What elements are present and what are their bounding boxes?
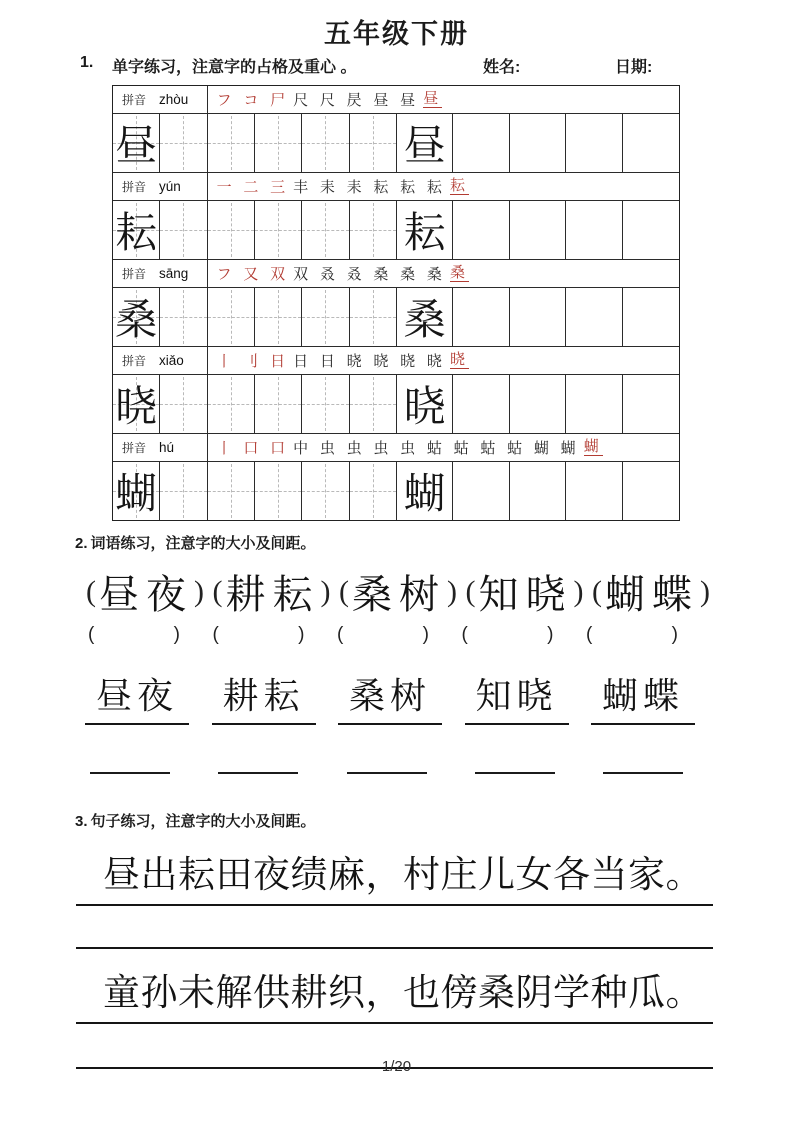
underlined-words-row xyxy=(85,668,695,725)
character-block xyxy=(113,260,679,347)
guide-cross-icon xyxy=(160,143,206,144)
practice-cell xyxy=(453,114,509,172)
practice-row xyxy=(113,375,679,434)
stroke-steps-start: 一 二 三 xyxy=(216,180,290,196)
model-character: 昼 xyxy=(115,124,158,170)
practice-cell xyxy=(397,462,453,520)
blank-parens xyxy=(213,624,305,646)
model-character: 晓 xyxy=(115,385,158,431)
blank-parens xyxy=(462,624,554,646)
paren-close: ) xyxy=(320,574,331,608)
practice-cell xyxy=(566,375,622,433)
practice-cell xyxy=(255,201,302,259)
blank-underline xyxy=(218,771,298,774)
guide-cross-icon xyxy=(160,317,206,318)
paren-close: ) xyxy=(194,574,204,608)
practice-cell xyxy=(113,201,160,259)
guide-cross-icon xyxy=(350,404,396,405)
stroke-steps-start: 丨 口 口 xyxy=(216,441,290,457)
sentence-line: 昼出耘田夜绩麻，村庄儿女各当家。 xyxy=(76,831,713,906)
practice-cell xyxy=(566,288,622,346)
blank-underline xyxy=(475,771,555,774)
section3-number: 3. xyxy=(75,813,88,830)
practice-cell xyxy=(623,201,679,259)
section2-heading-row xyxy=(75,532,793,553)
pinyin-label: 拼音 xyxy=(122,441,147,455)
pinyin-row xyxy=(113,434,679,462)
practice-row xyxy=(113,201,679,260)
practice-cell xyxy=(453,201,509,259)
practice-cell xyxy=(453,375,509,433)
paren-open: ( xyxy=(86,574,96,608)
practice-cell xyxy=(160,288,207,346)
stroke-steps-middle: 日 日 晓 晓 晓 晓 xyxy=(293,354,446,370)
guide-cross-icon xyxy=(302,491,348,492)
practice-cell xyxy=(623,288,679,346)
practice-cell xyxy=(510,114,566,172)
practice-cell xyxy=(255,375,302,433)
guide-cross-icon xyxy=(302,317,348,318)
practice-cell xyxy=(350,201,397,259)
practice-cell xyxy=(350,288,397,346)
model-character: 桑 xyxy=(403,298,446,344)
section3-heading-row xyxy=(75,810,793,831)
pinyin-label-cell xyxy=(113,260,208,287)
section2 xyxy=(0,532,793,774)
model-character: 耘 xyxy=(115,211,158,257)
sentence-line: 童孙未解供耕织，也傍桑阴学种瓜。 xyxy=(76,949,713,1024)
guide-cross-icon xyxy=(350,317,396,318)
pinyin-row xyxy=(113,347,679,375)
word-text: 桑树 xyxy=(352,572,446,617)
stroke-steps-middle: 双 叒 叒 桑 桑 桑 xyxy=(293,267,446,283)
stroke-steps-final: 昼 xyxy=(423,90,443,107)
practice-cell xyxy=(160,114,207,172)
word-text: 耕耘 xyxy=(225,572,320,617)
word-underlined: 耕耘 xyxy=(212,668,316,725)
pinyin-label: 拼音 xyxy=(122,354,147,368)
blank-parens xyxy=(337,624,429,646)
paren-open: ( xyxy=(586,624,593,645)
practice-cell xyxy=(623,375,679,433)
pinyin-value: xiǎo xyxy=(159,353,184,368)
practice-cell xyxy=(113,288,160,346)
stroke-steps-start: 丨 刂 日 xyxy=(216,354,290,370)
paren-open: ( xyxy=(212,574,223,608)
word-item xyxy=(591,563,711,620)
practice-cell xyxy=(510,288,566,346)
guide-cross-icon xyxy=(255,491,301,492)
word-item xyxy=(338,563,458,620)
guide-cross-icon xyxy=(302,230,348,231)
model-character: 昼 xyxy=(403,124,446,170)
pinyin-label-cell xyxy=(113,86,208,113)
pinyin-value: hú xyxy=(159,440,175,455)
paren-open: ( xyxy=(465,574,476,608)
practice-cell xyxy=(566,462,622,520)
guide-cross-icon xyxy=(302,404,348,405)
section1-heading: 单字练习，注意字的占格及重心 。 xyxy=(112,59,357,76)
practice-cell xyxy=(453,462,509,520)
guide-cross-icon xyxy=(255,404,301,405)
paren-close: ) xyxy=(298,624,305,645)
pinyin-label-cell xyxy=(113,347,208,374)
practice-cell xyxy=(208,201,255,259)
guide-cross-icon xyxy=(160,491,206,492)
word-underlined: 知晓 xyxy=(465,668,569,725)
paren-close: ) xyxy=(422,624,429,645)
practice-cell xyxy=(208,114,255,172)
guide-cross-icon xyxy=(208,404,254,405)
page-number: 1/20 xyxy=(381,1058,412,1075)
guide-cross-icon xyxy=(255,143,301,144)
section1-number: 1. xyxy=(80,54,94,71)
practice-cell xyxy=(397,114,453,172)
blank-sentence-line xyxy=(76,906,713,949)
model-character: 蝴 xyxy=(403,472,446,518)
stroke-steps-final: 晓 xyxy=(449,351,469,368)
paren-close: ) xyxy=(447,574,457,608)
section3 xyxy=(0,810,793,1069)
practice-cell xyxy=(160,375,207,433)
practice-cell xyxy=(566,114,622,172)
blank-parens xyxy=(88,624,180,646)
practice-cell xyxy=(566,201,622,259)
practice-cell xyxy=(113,462,160,520)
practice-cell xyxy=(208,375,255,433)
practice-cell xyxy=(302,462,349,520)
paren-open: ( xyxy=(592,574,602,608)
paren-close: ) xyxy=(700,574,710,608)
practice-cell xyxy=(397,288,453,346)
pinyin-row xyxy=(113,260,679,288)
guide-cross-icon xyxy=(160,230,206,231)
pinyin-row xyxy=(113,173,679,201)
practice-cell xyxy=(255,288,302,346)
practice-cell xyxy=(255,462,302,520)
practice-cell xyxy=(113,375,160,433)
paren-open: ( xyxy=(339,574,349,608)
model-character: 晓 xyxy=(403,385,446,431)
pinyin-label: 拼音 xyxy=(122,180,147,194)
practice-cell xyxy=(255,114,302,172)
guide-cross-icon xyxy=(208,491,254,492)
practice-cell xyxy=(160,462,207,520)
stroke-steps-final: 耘 xyxy=(449,177,469,194)
practice-cell xyxy=(302,288,349,346)
stroke-sequence xyxy=(208,260,679,287)
practice-cell xyxy=(350,462,397,520)
paren-open: ( xyxy=(461,624,468,645)
practice-cell xyxy=(350,375,397,433)
pinyin-label: 拼音 xyxy=(122,267,147,281)
practice-cell xyxy=(397,201,453,259)
character-block xyxy=(113,86,679,173)
practice-cell xyxy=(510,375,566,433)
blank-underline xyxy=(347,771,427,774)
model-character: 桑 xyxy=(115,298,158,344)
model-character: 蝴 xyxy=(115,472,158,518)
paren-open: ( xyxy=(212,624,219,645)
char-table xyxy=(112,85,680,521)
character-block xyxy=(113,347,679,434)
pinyin-label-cell xyxy=(113,173,208,200)
pinyin-value: zhòu xyxy=(159,92,189,107)
practice-cell xyxy=(302,375,349,433)
paren-close: ) xyxy=(173,624,180,645)
blank-parens-row xyxy=(88,624,678,646)
paren-close: ) xyxy=(547,624,554,645)
section2-number: 2. xyxy=(75,535,88,552)
word-text: 蝴蝶 xyxy=(605,572,699,617)
guide-cross-icon xyxy=(350,491,396,492)
stroke-steps-start: フ 又 双 xyxy=(216,267,290,283)
paren-close: ) xyxy=(671,624,678,645)
pinyin-label: 拼音 xyxy=(122,93,147,107)
practice-cell xyxy=(510,201,566,259)
practice-row xyxy=(113,114,679,173)
guide-cross-icon xyxy=(208,317,254,318)
practice-cell xyxy=(623,114,679,172)
practice-cell xyxy=(397,375,453,433)
stroke-sequence xyxy=(208,173,679,200)
stroke-steps-middle: 丰 耒 耒 耘 耘 耘 xyxy=(293,180,446,196)
practice-row xyxy=(113,462,679,520)
practice-row xyxy=(113,288,679,347)
stroke-steps-final: 桑 xyxy=(449,264,469,281)
character-block xyxy=(113,434,679,520)
stroke-steps-middle: 尺 尺 昃 昼 昼 xyxy=(293,93,420,109)
practice-cell xyxy=(302,201,349,259)
paren-close: ) xyxy=(573,574,584,608)
guide-cross-icon xyxy=(208,230,254,231)
stroke-sequence xyxy=(208,86,679,113)
model-character: 耘 xyxy=(403,211,446,257)
section2-heading: 词语练习，注意字的大小及间距。 xyxy=(90,535,316,552)
word-item xyxy=(212,563,332,620)
character-block xyxy=(113,173,679,260)
word-underlined: 昼夜 xyxy=(85,668,189,725)
blank-parens xyxy=(586,624,678,646)
guide-cross-icon xyxy=(302,143,348,144)
practice-cell xyxy=(350,114,397,172)
blank-underline xyxy=(603,771,683,774)
practice-cell xyxy=(208,462,255,520)
practice-cell xyxy=(623,462,679,520)
guide-cross-icon xyxy=(160,404,206,405)
practice-cell xyxy=(160,201,207,259)
guide-cross-icon xyxy=(350,230,396,231)
page-title: 五年级下册 xyxy=(324,19,469,49)
practice-cell xyxy=(510,462,566,520)
word-text: 昼夜 xyxy=(99,572,193,617)
stroke-steps-final: 蝴 xyxy=(583,438,603,455)
stroke-sequence xyxy=(208,434,679,461)
word-underlined: 桑树 xyxy=(338,668,442,725)
pinyin-label-cell xyxy=(113,434,208,461)
practice-cell xyxy=(113,114,160,172)
word-underlined: 蝴蝶 xyxy=(591,668,695,725)
word-item xyxy=(465,563,585,620)
stroke-sequence xyxy=(208,347,679,374)
guide-cross-icon xyxy=(350,143,396,144)
guide-cross-icon xyxy=(208,143,254,144)
word-text: 知晓 xyxy=(478,572,573,617)
stroke-steps-start: フ コ 尸 xyxy=(216,93,290,109)
pinyin-row xyxy=(113,86,679,114)
pinyin-value: sāng xyxy=(159,266,189,281)
practice-cell xyxy=(453,288,509,346)
name-label: 姓名: xyxy=(483,59,521,76)
paren-open: ( xyxy=(88,624,95,645)
blank-underline xyxy=(90,771,170,774)
section3-heading: 句子练习，注意字的大小及间距。 xyxy=(90,813,316,830)
pinyin-value: yún xyxy=(159,179,181,194)
practice-cell xyxy=(302,114,349,172)
date-label: 日期: xyxy=(615,59,653,76)
guide-cross-icon xyxy=(255,230,301,231)
stroke-steps-middle: 中 虫 虫 虫 虫 蛄 蛄 蛄 蛄 蝴 蝴 xyxy=(293,441,580,457)
word-item xyxy=(85,563,205,620)
practice-cell xyxy=(208,288,255,346)
guide-cross-icon xyxy=(255,317,301,318)
paren-open: ( xyxy=(337,624,344,645)
blank-underlines-row xyxy=(90,771,683,774)
words-row xyxy=(85,563,711,620)
